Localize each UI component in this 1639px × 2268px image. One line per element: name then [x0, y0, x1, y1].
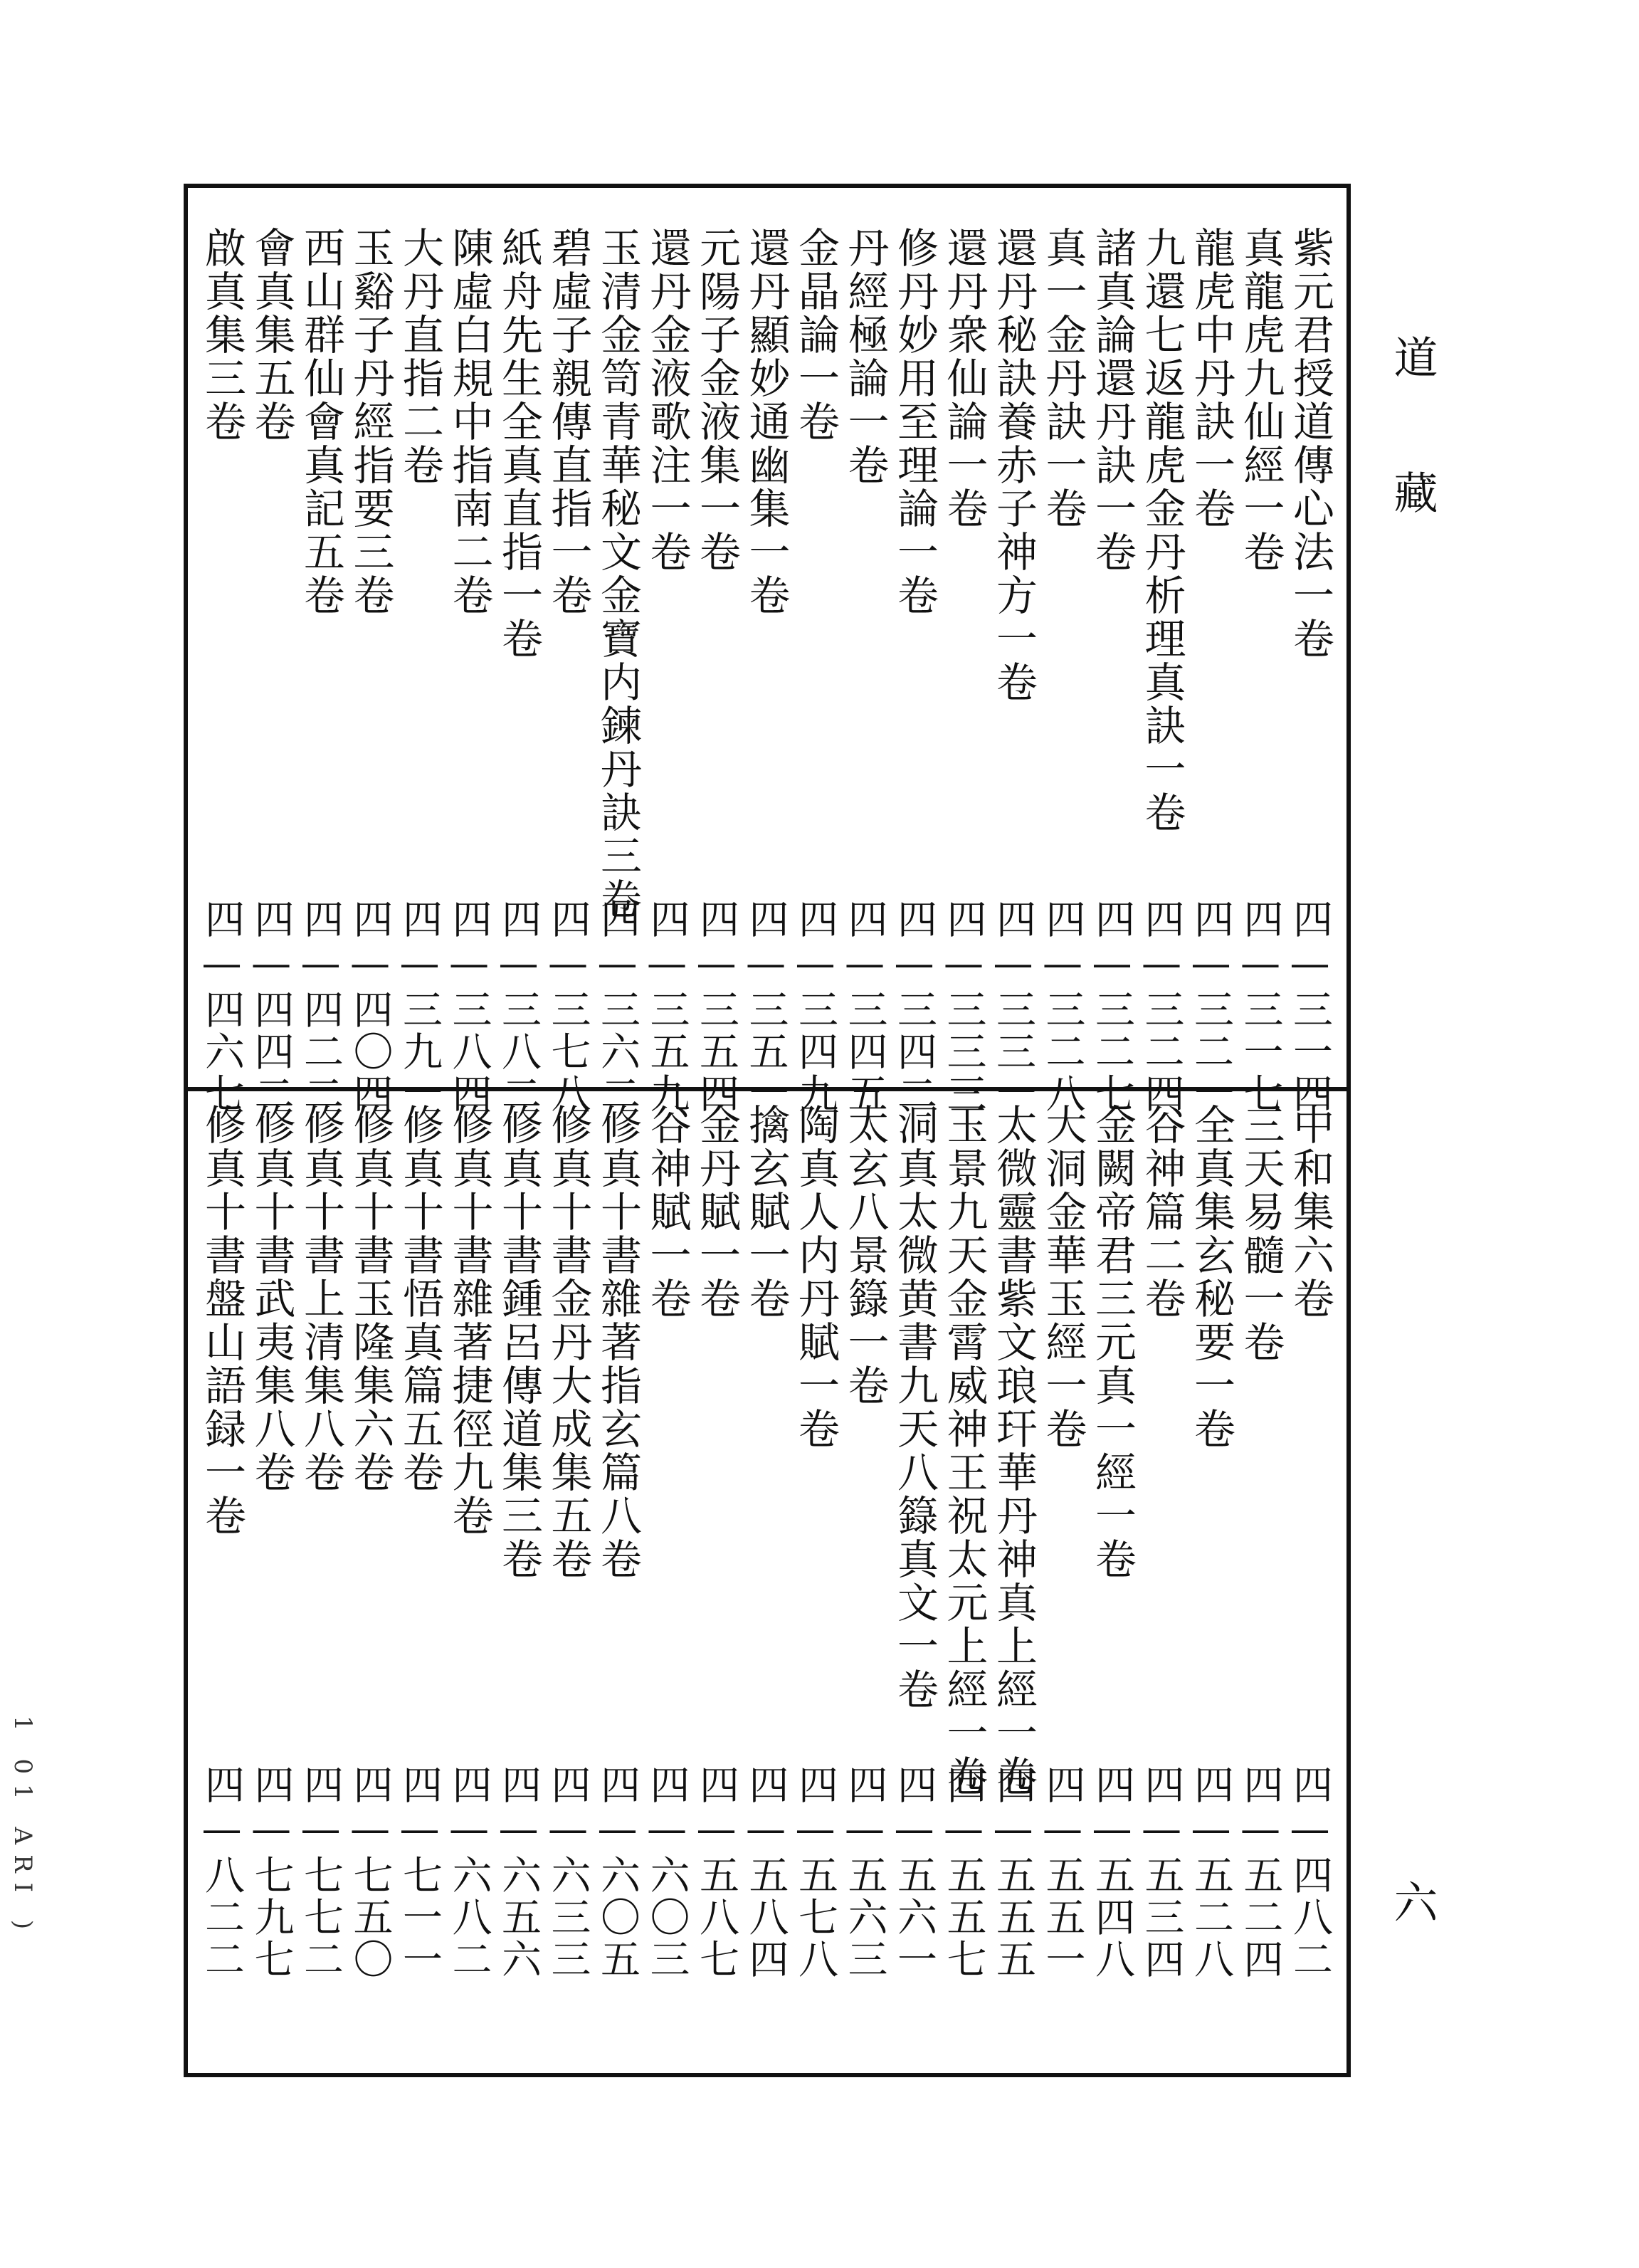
upper-page-ref-14: 四—三五九: [643, 898, 690, 1115]
upper-page-ref-19: 四—三九一: [396, 898, 443, 1115]
lower-title-23: 修真十書盤山語録一卷: [198, 1103, 246, 1538]
lower-page-ref-3: 四—五二八: [1188, 1764, 1234, 1980]
lower-title-20: 修真十書玉隆集六卷: [346, 1103, 395, 1494]
lower-title-10: 太玄八景籙一卷: [840, 1103, 890, 1407]
lower-title-12: 擒玄賦一卷: [742, 1103, 791, 1321]
upper-page-ref-17: 四—三八二: [495, 898, 542, 1115]
lower-title-3: 全真集玄秘要一卷: [1187, 1103, 1235, 1451]
lower-title-15: 修真十書雜著指玄篇八卷: [594, 1103, 642, 1581]
lower-title-18: 修真十書雜著捷徑九卷: [445, 1103, 494, 1538]
upper-title-5: 諸真論還丹訣一卷: [1088, 226, 1137, 574]
upper-title-22: 會真集五卷: [247, 226, 296, 443]
upper-title-10: 丹經極論一卷: [840, 226, 890, 487]
lower-title-22: 修真十書武夷集八卷: [247, 1103, 296, 1494]
upper-page-ref-23: 四—四六七: [199, 898, 245, 1115]
lower-title-11: 陶真人内丹賦一卷: [791, 1103, 840, 1451]
lower-page-ref-17: 四—六五六: [495, 1764, 542, 1980]
upper-title-4: 九還七返龍虎金丹析理真訣一卷: [1137, 226, 1186, 834]
lower-title-6: 大洞金華玉經一卷: [1038, 1103, 1087, 1451]
lower-page-ref-1: 四—四八二: [1287, 1764, 1333, 1980]
upper-title-7: 還丹秘訣養赤子神方一卷: [989, 226, 1038, 704]
lower-title-16: 修真十書金丹大成集五卷: [544, 1103, 593, 1581]
upper-page-ref-13: 四—三五四: [693, 898, 739, 1115]
upper-title-17: 紙舟先生全真直指一卷: [495, 226, 543, 661]
upper-title-1: 紫元君授道傳心法一卷: [1286, 226, 1334, 661]
upper-title-21: 西山群仙會真記五卷: [297, 226, 345, 617]
lower-page-ref-11: 四—五七八: [792, 1764, 838, 1980]
upper-page-ref-11: 四—三四九: [792, 898, 838, 1115]
upper-page-ref-12: 四—三五一: [742, 898, 789, 1115]
lower-page-ref-19: 四—七一一: [396, 1764, 443, 1980]
upper-page-ref-9: 四—三四二: [891, 898, 937, 1115]
lower-page-ref-5: 四—五四八: [1089, 1764, 1135, 1980]
upper-page-ref-1: 四—三一四: [1287, 898, 1333, 1115]
upper-title-2: 真龍虎九仙經一卷: [1236, 226, 1285, 574]
upper-title-11: 金晶論一卷: [791, 226, 840, 443]
lower-page-ref-15: 四—六〇五: [594, 1764, 641, 1980]
upper-page-ref-22: 四—四四二: [248, 898, 295, 1115]
lower-title-19: 修真十書悟真篇五卷: [396, 1103, 444, 1494]
lower-title-21: 修真十書上清集八卷: [297, 1103, 345, 1494]
lower-title-14: 谷神賦一卷: [643, 1103, 692, 1321]
lower-page-ref-2: 四—五二四: [1237, 1764, 1284, 1980]
upper-title-23: 啟真集三卷: [198, 226, 246, 443]
lower-page-ref-8: 四—五五七: [940, 1764, 987, 1980]
upper-page-ref-15: 四—三六二: [594, 898, 641, 1115]
upper-title-12: 還丹顯妙通幽集一卷: [742, 226, 791, 617]
lower-page-ref-4: 四—五三四: [1138, 1764, 1185, 1980]
upper-page-ref-10: 四—三四五: [841, 898, 888, 1115]
upper-title-20: 玉谿子丹經指要三卷: [346, 226, 395, 617]
upper-title-15: 玉清金笥青華秘文金寶内鍊丹訣三卷: [594, 226, 642, 921]
upper-title-6: 真一金丹訣一卷: [1038, 226, 1087, 530]
lower-page-ref-20: 四—七五〇: [347, 1764, 394, 1980]
lower-page-ref-21: 四—七七二: [297, 1764, 344, 1980]
upper-title-16: 碧虛子親傳直指一卷: [544, 226, 593, 617]
header-title-char-2: 藏: [1386, 470, 1438, 514]
lower-title-2: 三天易髓一卷: [1236, 1103, 1285, 1364]
header-title-char-1: 道: [1386, 335, 1438, 379]
lower-page-ref-18: 四—六八二: [446, 1764, 492, 1980]
lower-page-ref-9: 四—五六一: [891, 1764, 937, 1980]
upper-page-ref-7: 四—三三一: [990, 898, 1036, 1115]
lower-title-8: 玉景九天金霄威神王祝太元上經一卷: [939, 1103, 989, 1798]
upper-title-19: 大丹直指二卷: [396, 226, 444, 487]
margin-mark: 1 01 ARI ): [9, 1716, 37, 1940]
lower-page-ref-16: 四—六三三: [544, 1764, 591, 1980]
upper-page-ref-16: 四—三七八: [544, 898, 591, 1115]
lower-title-5: 金闕帝君三元真一經一卷: [1088, 1103, 1137, 1581]
lower-title-13: 金丹賦一卷: [692, 1103, 741, 1321]
upper-title-14: 還丹金液歌注一卷: [643, 226, 692, 574]
lower-page-ref-22: 四—七九七: [248, 1764, 295, 1980]
upper-page-ref-21: 四—四二二: [297, 898, 344, 1115]
upper-page-ref-4: 四—三二四: [1138, 898, 1185, 1115]
lower-page-ref-14: 四—六〇三: [643, 1764, 690, 1980]
upper-page-ref-8: 四—三三三: [940, 898, 987, 1115]
upper-title-9: 修丹妙用至理論一卷: [890, 226, 939, 617]
upper-title-18: 陳虛白規中指南二卷: [445, 226, 494, 617]
upper-page-ref-2: 四—三一七: [1237, 898, 1284, 1115]
lower-title-4: 谷神篇二卷: [1137, 1103, 1186, 1321]
lower-title-17: 修真十書鍾呂傳道集三卷: [495, 1103, 543, 1581]
page-number: 六: [1386, 1879, 1438, 1923]
lower-page-ref-13: 四—五八七: [693, 1764, 739, 1980]
lower-title-9: 洞真太微黄書九天八籙真文一卷: [890, 1103, 939, 1711]
lower-page-ref-6: 四—五五一: [1039, 1764, 1086, 1980]
upper-title-13: 元陽子金液集一卷: [692, 226, 741, 574]
lower-page-ref-10: 四—五六三: [841, 1764, 888, 1980]
upper-page-ref-18: 四—三八四: [446, 898, 492, 1115]
upper-page-ref-5: 四—三二七: [1089, 898, 1135, 1115]
lower-title-1: 中和集六卷: [1286, 1103, 1334, 1321]
upper-page-ref-20: 四—四〇四: [347, 898, 394, 1115]
lower-page-ref-12: 四—五八四: [742, 1764, 789, 1980]
lower-page-ref-23: 四—八二二: [199, 1764, 245, 1980]
lower-page-ref-7: 四—五五五: [990, 1764, 1036, 1980]
upper-page-ref-6: 四—三二八: [1039, 898, 1086, 1115]
upper-title-8: 還丹衆仙論一卷: [939, 226, 989, 530]
lower-title-7: 太微靈書紫文琅玕華丹神真上經一卷: [989, 1103, 1038, 1798]
upper-title-3: 龍虎中丹訣一卷: [1187, 226, 1235, 530]
upper-page-ref-3: 四—三二一: [1188, 898, 1234, 1115]
